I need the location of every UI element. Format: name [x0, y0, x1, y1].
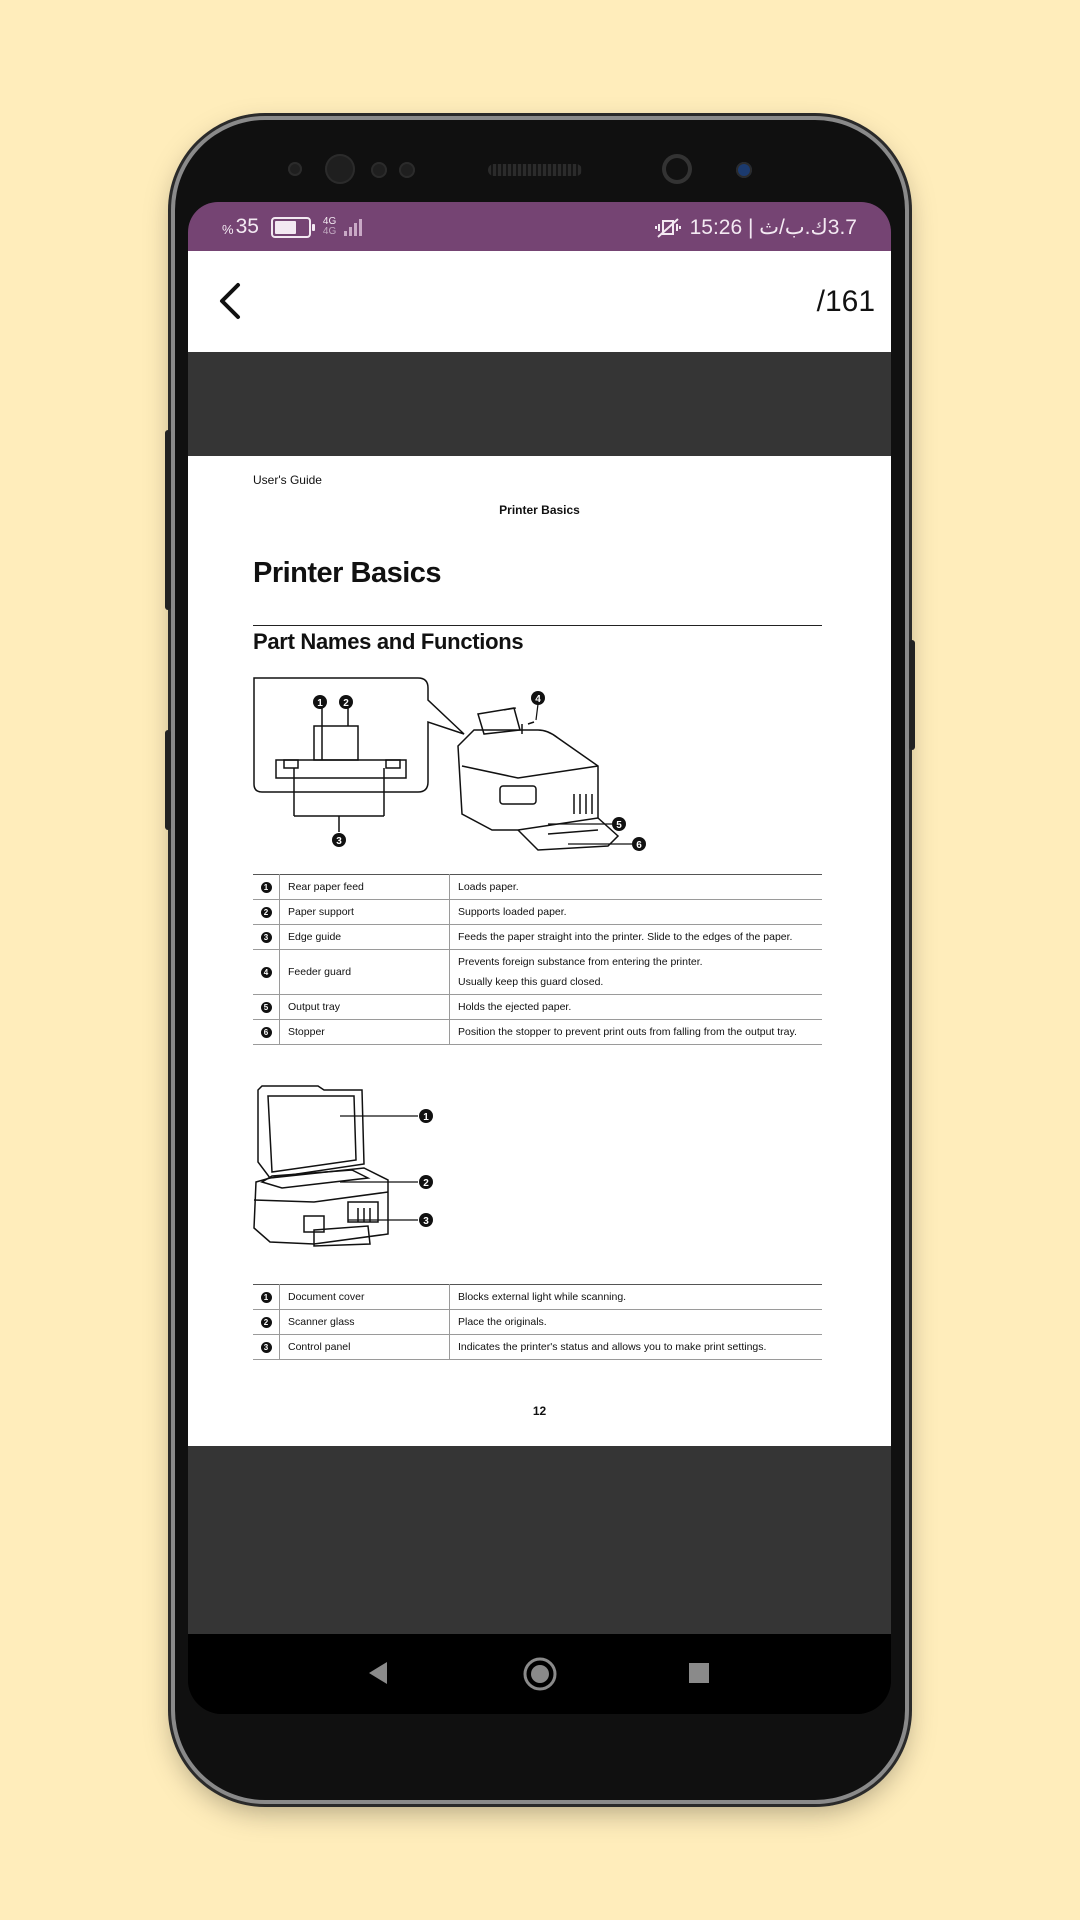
part-description-text: Holds the ejected paper.	[458, 1001, 572, 1013]
app-bar	[188, 251, 891, 352]
callout-number: 1	[261, 1292, 272, 1303]
section-header: Printer Basics	[499, 503, 580, 517]
part-description-text: Prevents foreign substance from entering the printer.	[458, 956, 703, 968]
part-name: Document cover	[280, 1285, 450, 1310]
row-number-cell	[253, 1310, 280, 1335]
part-name: Stopper	[280, 1020, 450, 1045]
row-number-cell	[253, 875, 280, 900]
pdf-page	[188, 456, 891, 1446]
page-number: 12	[532, 1404, 547, 1418]
network-label: 4G	[322, 216, 337, 227]
callout-number: 2	[261, 907, 272, 918]
power-button	[909, 640, 915, 750]
running-header: User's Guide	[253, 473, 322, 487]
square-recents-icon	[689, 1663, 709, 1683]
part-description-text: Blocks external light while scanning.	[458, 1291, 627, 1303]
title-divider	[253, 625, 822, 626]
part-description	[450, 950, 823, 995]
front-camera	[662, 154, 692, 184]
row-number-cell	[253, 925, 280, 950]
part-description-text: Place the originals.	[458, 1316, 547, 1328]
sensor	[371, 162, 387, 178]
part-description	[450, 995, 823, 1020]
callout-number: 5	[261, 1002, 272, 1013]
part-description	[450, 925, 823, 950]
battery-fill	[275, 221, 296, 234]
fig1-callout-6: 6	[636, 840, 642, 851]
bixby-button	[165, 730, 171, 830]
printer-diagram	[248, 674, 668, 864]
system-nav-bar	[188, 1634, 891, 1714]
callout-number: 3	[261, 932, 272, 943]
fig1-callout-1: 1	[317, 698, 323, 709]
table-row	[253, 1020, 822, 1045]
screen	[188, 202, 891, 1714]
table-row	[253, 950, 822, 995]
printer-parts-table	[253, 874, 822, 1045]
triangle-back-icon	[369, 1662, 387, 1684]
page-count: /161	[816, 285, 875, 318]
fig2-callout-2: 2	[423, 1178, 429, 1189]
row-number-cell	[253, 1285, 280, 1310]
status-bar	[188, 202, 891, 251]
status-left	[222, 215, 362, 239]
part-description-text: Position the stopper to prevent print outs from falling from the output tray.	[458, 1026, 797, 1038]
nav-home-button[interactable]	[523, 1657, 557, 1691]
part-description	[450, 900, 823, 925]
signal-icon	[344, 218, 362, 236]
table-row	[253, 1310, 822, 1335]
row-number-cell	[253, 950, 280, 995]
fig1-callout-4: 4	[535, 694, 541, 705]
part-description-text: Loads paper.	[458, 881, 519, 893]
status-right	[654, 215, 857, 240]
chevron-left-icon	[222, 285, 238, 317]
scanner-parts-table	[253, 1284, 822, 1360]
pdf-viewer[interactable]	[188, 352, 891, 1634]
sensor	[399, 162, 415, 178]
callout-number: 4	[261, 967, 272, 978]
part-name: Paper support	[280, 900, 450, 925]
volume-button	[165, 430, 171, 610]
nav-back-button[interactable]	[366, 1660, 390, 1686]
table-row	[253, 875, 822, 900]
earpiece-speaker	[488, 164, 582, 176]
part-name: Rear paper feed	[280, 875, 450, 900]
callout-number: 2	[261, 1317, 272, 1328]
part-description	[450, 1020, 823, 1045]
battery-icon	[271, 217, 311, 238]
part-description	[450, 1285, 823, 1310]
vibrate-mute-icon	[654, 217, 682, 239]
iris-camera	[325, 154, 355, 184]
part-description-text: Feeds the paper straight into the printer. Slide to the edges of the paper.	[458, 931, 793, 943]
row-number-cell	[253, 995, 280, 1020]
part-name: Scanner glass	[280, 1310, 450, 1335]
scanner-diagram	[248, 1082, 498, 1272]
back-button[interactable]	[210, 279, 250, 323]
callout-number: 1	[261, 882, 272, 893]
section-subtitle: Part Names and Functions	[253, 629, 524, 654]
row-number-cell	[253, 900, 280, 925]
network-sub-label: 4G	[322, 226, 337, 237]
part-name: Feeder guard	[280, 950, 450, 995]
fig2-callout-1: 1	[423, 1112, 429, 1123]
fig1-callout-3: 3	[336, 836, 342, 847]
table-row	[253, 900, 822, 925]
circle-home-icon	[525, 1659, 555, 1689]
part-description	[450, 1310, 823, 1335]
part-name: Output tray	[280, 995, 450, 1020]
battery-level: 35	[235, 215, 259, 238]
table-row	[253, 925, 822, 950]
table-row	[253, 1335, 822, 1360]
part-name: Edge guide	[280, 925, 450, 950]
row-number-cell	[253, 1335, 280, 1360]
fig1-callout-2: 2	[343, 698, 349, 709]
ir-led	[736, 162, 752, 178]
callout-number: 3	[261, 1342, 272, 1353]
part-name: Control panel	[280, 1335, 450, 1360]
part-description-text: Indicates the printer's status and allows you to make print settings.	[458, 1341, 767, 1353]
part-description-extra: Usually keep this guard closed.	[458, 976, 604, 988]
fig1-callout-5: 5	[616, 820, 622, 831]
callout-number: 6	[261, 1027, 272, 1038]
proximity-sensor	[288, 162, 302, 176]
page-title: Printer Basics	[253, 557, 442, 589]
nav-recents-button[interactable]	[688, 1662, 710, 1684]
percent-sign: %	[222, 221, 234, 237]
fig2-callout-3: 3	[423, 1216, 429, 1227]
part-description	[450, 1335, 823, 1360]
network-type	[323, 217, 336, 237]
network-speed-clock: 3.7ك.ب/ث | 15:26	[689, 216, 857, 239]
part-description	[450, 875, 823, 900]
phone-frame	[175, 120, 905, 1800]
table-row	[253, 995, 822, 1020]
table-row	[253, 1285, 822, 1310]
row-number-cell	[253, 1020, 280, 1045]
part-description-text: Supports loaded paper.	[458, 906, 567, 918]
